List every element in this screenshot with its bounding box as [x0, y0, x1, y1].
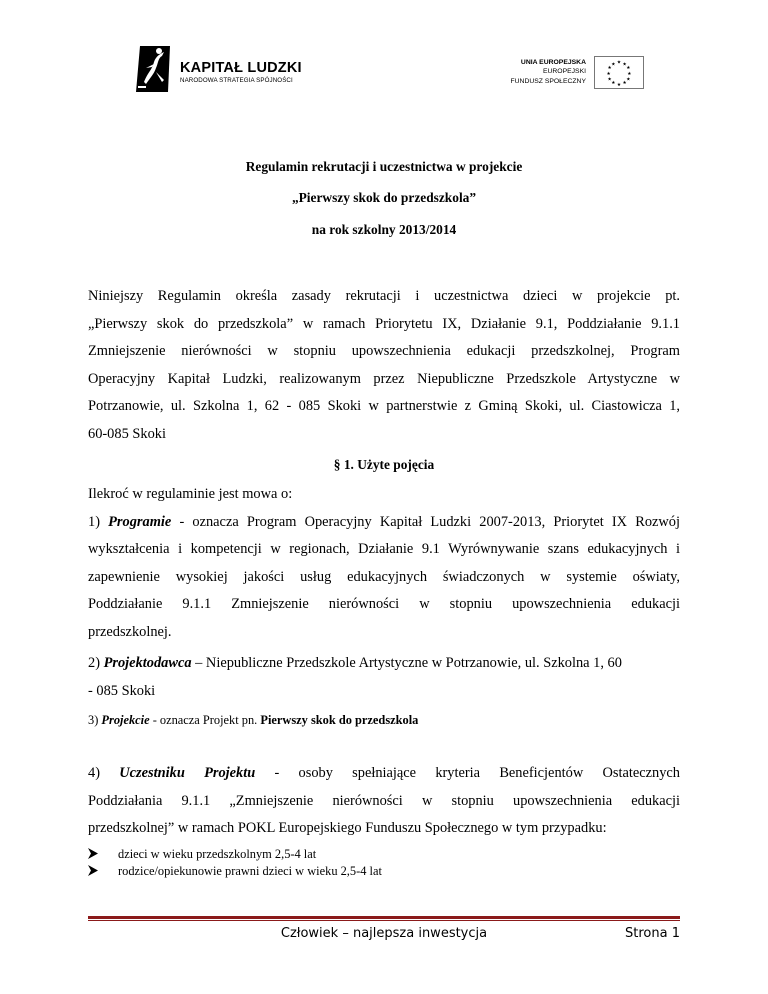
- participant-bullets: [88, 847, 680, 881]
- intro-line: Potrzanowie, ul. Szkolna 1, 62 - 085 Skoki w partnerstwie z Gminą Skoki, ul. Ciastowicza 1,: [88, 398, 680, 414]
- def2-text: – Niepubliczne Przedszkole Artystyczne w Potrzanowie, ul. Szkolna 1, 60: [191, 655, 622, 671]
- svg-text:★: ★: [606, 71, 611, 77]
- def4-line: [88, 760, 680, 788]
- intro-paragraph: [88, 283, 680, 448]
- def3-term: Projekcie: [101, 713, 150, 727]
- svg-text:★: ★: [616, 60, 622, 66]
- doc-project-name: „Pierwszy skok do przedszkola”: [291, 190, 477, 205]
- kapital-ludzki-logo: [132, 42, 332, 96]
- def4-line: Poddziałania 9.1.1 „Zmniejszenie nierówności w stopniu upowszechnienia edukacji: [88, 792, 680, 809]
- kapital-ludzki-emblem-icon: [132, 42, 174, 96]
- def1-num: 1): [88, 513, 109, 530]
- footer-rule-thin: [88, 920, 680, 921]
- def2-line: - 085 Skoki: [88, 682, 156, 699]
- bullet-text: dzieci w wieku przedszkolnym 2,5-4 lat: [118, 847, 317, 861]
- footer-rule: [88, 916, 680, 919]
- def4-num: 4): [88, 765, 120, 781]
- bullet-text: rodzice/opiekunowie prawni dzieci w wieku 2,5-4 lat: [118, 864, 382, 878]
- arrow-bullet-icon: [88, 847, 100, 860]
- svg-text:★: ★: [622, 81, 627, 87]
- kl-subtitle: NARODOWA STRATEGIA SPÓJNOŚCI: [180, 77, 293, 84]
- def4-line: przedszkolnej” w ramach POKL Europejskiego Funduszu Społecznego w tym przypadku:: [88, 820, 607, 836]
- svg-text:★: ★: [627, 71, 632, 77]
- svg-text:★: ★: [626, 66, 631, 72]
- intro-line: 60-085 Skoki: [88, 425, 166, 442]
- page-number: Strona 1: [625, 926, 680, 941]
- footer-slogan: Człowiek – najlepsza inwestycja: [280, 926, 488, 941]
- svg-text:★: ★: [626, 77, 631, 83]
- def1-line: [88, 509, 680, 537]
- intro-line: Zmniejszenie nierówności w stopniu upowszechnienia edukacji przedszkolnej, Program: [88, 343, 680, 359]
- def1-text: - oznacza Program Operacyjny Kapitał Ludzki 2007-2013, Priorytet IX Rozwój: [171, 513, 680, 530]
- eu-line1: UNIA EUROPEJSKA: [520, 59, 586, 66]
- doc-school-year: na rok szkolny 2013/2014: [311, 222, 457, 237]
- definitions: [88, 481, 680, 646]
- eu-logo: [480, 54, 646, 90]
- svg-text:★: ★: [607, 77, 612, 83]
- bullet-item: [88, 847, 680, 864]
- intro-line: „Pierwszy skok do przedszkola” w ramach Priorytetu IX, Działanie 9.1, Poddziałanie 9.1.1: [88, 315, 680, 332]
- def1-line: Poddziałanie 9.1.1 Zmniejszenie nierówności w stopniu upowszechnienia edukacji: [88, 596, 680, 612]
- def1-line: przedszkolnej.: [88, 623, 172, 640]
- eu-line2: EUROPEJSKI: [542, 68, 586, 76]
- def2-num: 2): [88, 655, 104, 671]
- definition-2: [88, 650, 680, 705]
- svg-text:★: ★: [622, 62, 627, 68]
- def4-term: Uczestniku Projektu: [119, 765, 256, 781]
- def4-text: - osoby spełniające kryteria Beneficjentów Ostatecznych: [255, 765, 680, 781]
- doc-title: Regulamin rekrutacji i uczestnictwa w projekcie: [245, 159, 523, 174]
- kl-title: KAPITAŁ LUDZKI: [180, 60, 302, 76]
- def1-line: wykształcenia i kompetencji w regionach, Działanie 9.1 Wyrównywanie szans edukacyjnych i: [88, 541, 680, 557]
- intro-line: Niniejszy Regulamin określa zasady rekrutacji i uczestnictwa dzieci w projekcie pt.: [88, 288, 680, 304]
- svg-text:★: ★: [616, 83, 622, 89]
- definitions-lead: Ilekroć w regulaminie jest mowa o:: [88, 486, 293, 502]
- eu-line3: FUNDUSZ SPOŁECZNY: [510, 77, 586, 85]
- svg-text:★: ★: [611, 81, 616, 87]
- def2-term: Projektodawca: [103, 655, 192, 671]
- def3-num: 3): [88, 713, 102, 727]
- def2-line: [88, 650, 680, 678]
- definition-4: [88, 760, 680, 843]
- arrow-bullet-icon: [88, 864, 100, 877]
- svg-text:★: ★: [611, 62, 616, 68]
- bullet-item: [88, 864, 680, 881]
- intro-line: Operacyjny Kapitał Ludzki, realizowanym przez Niepubliczne Przedszkole Artystyczne w: [88, 370, 680, 387]
- section-heading: § 1. Użyte pojęcia: [333, 457, 435, 472]
- definition-3: [88, 713, 418, 728]
- def1-line: zapewnienie wysokiej jakości usług edukacyjnych świadczonych w systemie oświaty,: [88, 568, 680, 585]
- eu-flag-icon: [594, 56, 644, 89]
- svg-text:★: ★: [607, 66, 612, 72]
- def1-term: Programie: [108, 513, 172, 530]
- eu-text: [510, 58, 586, 86]
- def3-project-name: Pierwszy skok do przedszkola: [260, 713, 419, 727]
- def3-text: - oznacza Projekt pn.: [149, 713, 261, 727]
